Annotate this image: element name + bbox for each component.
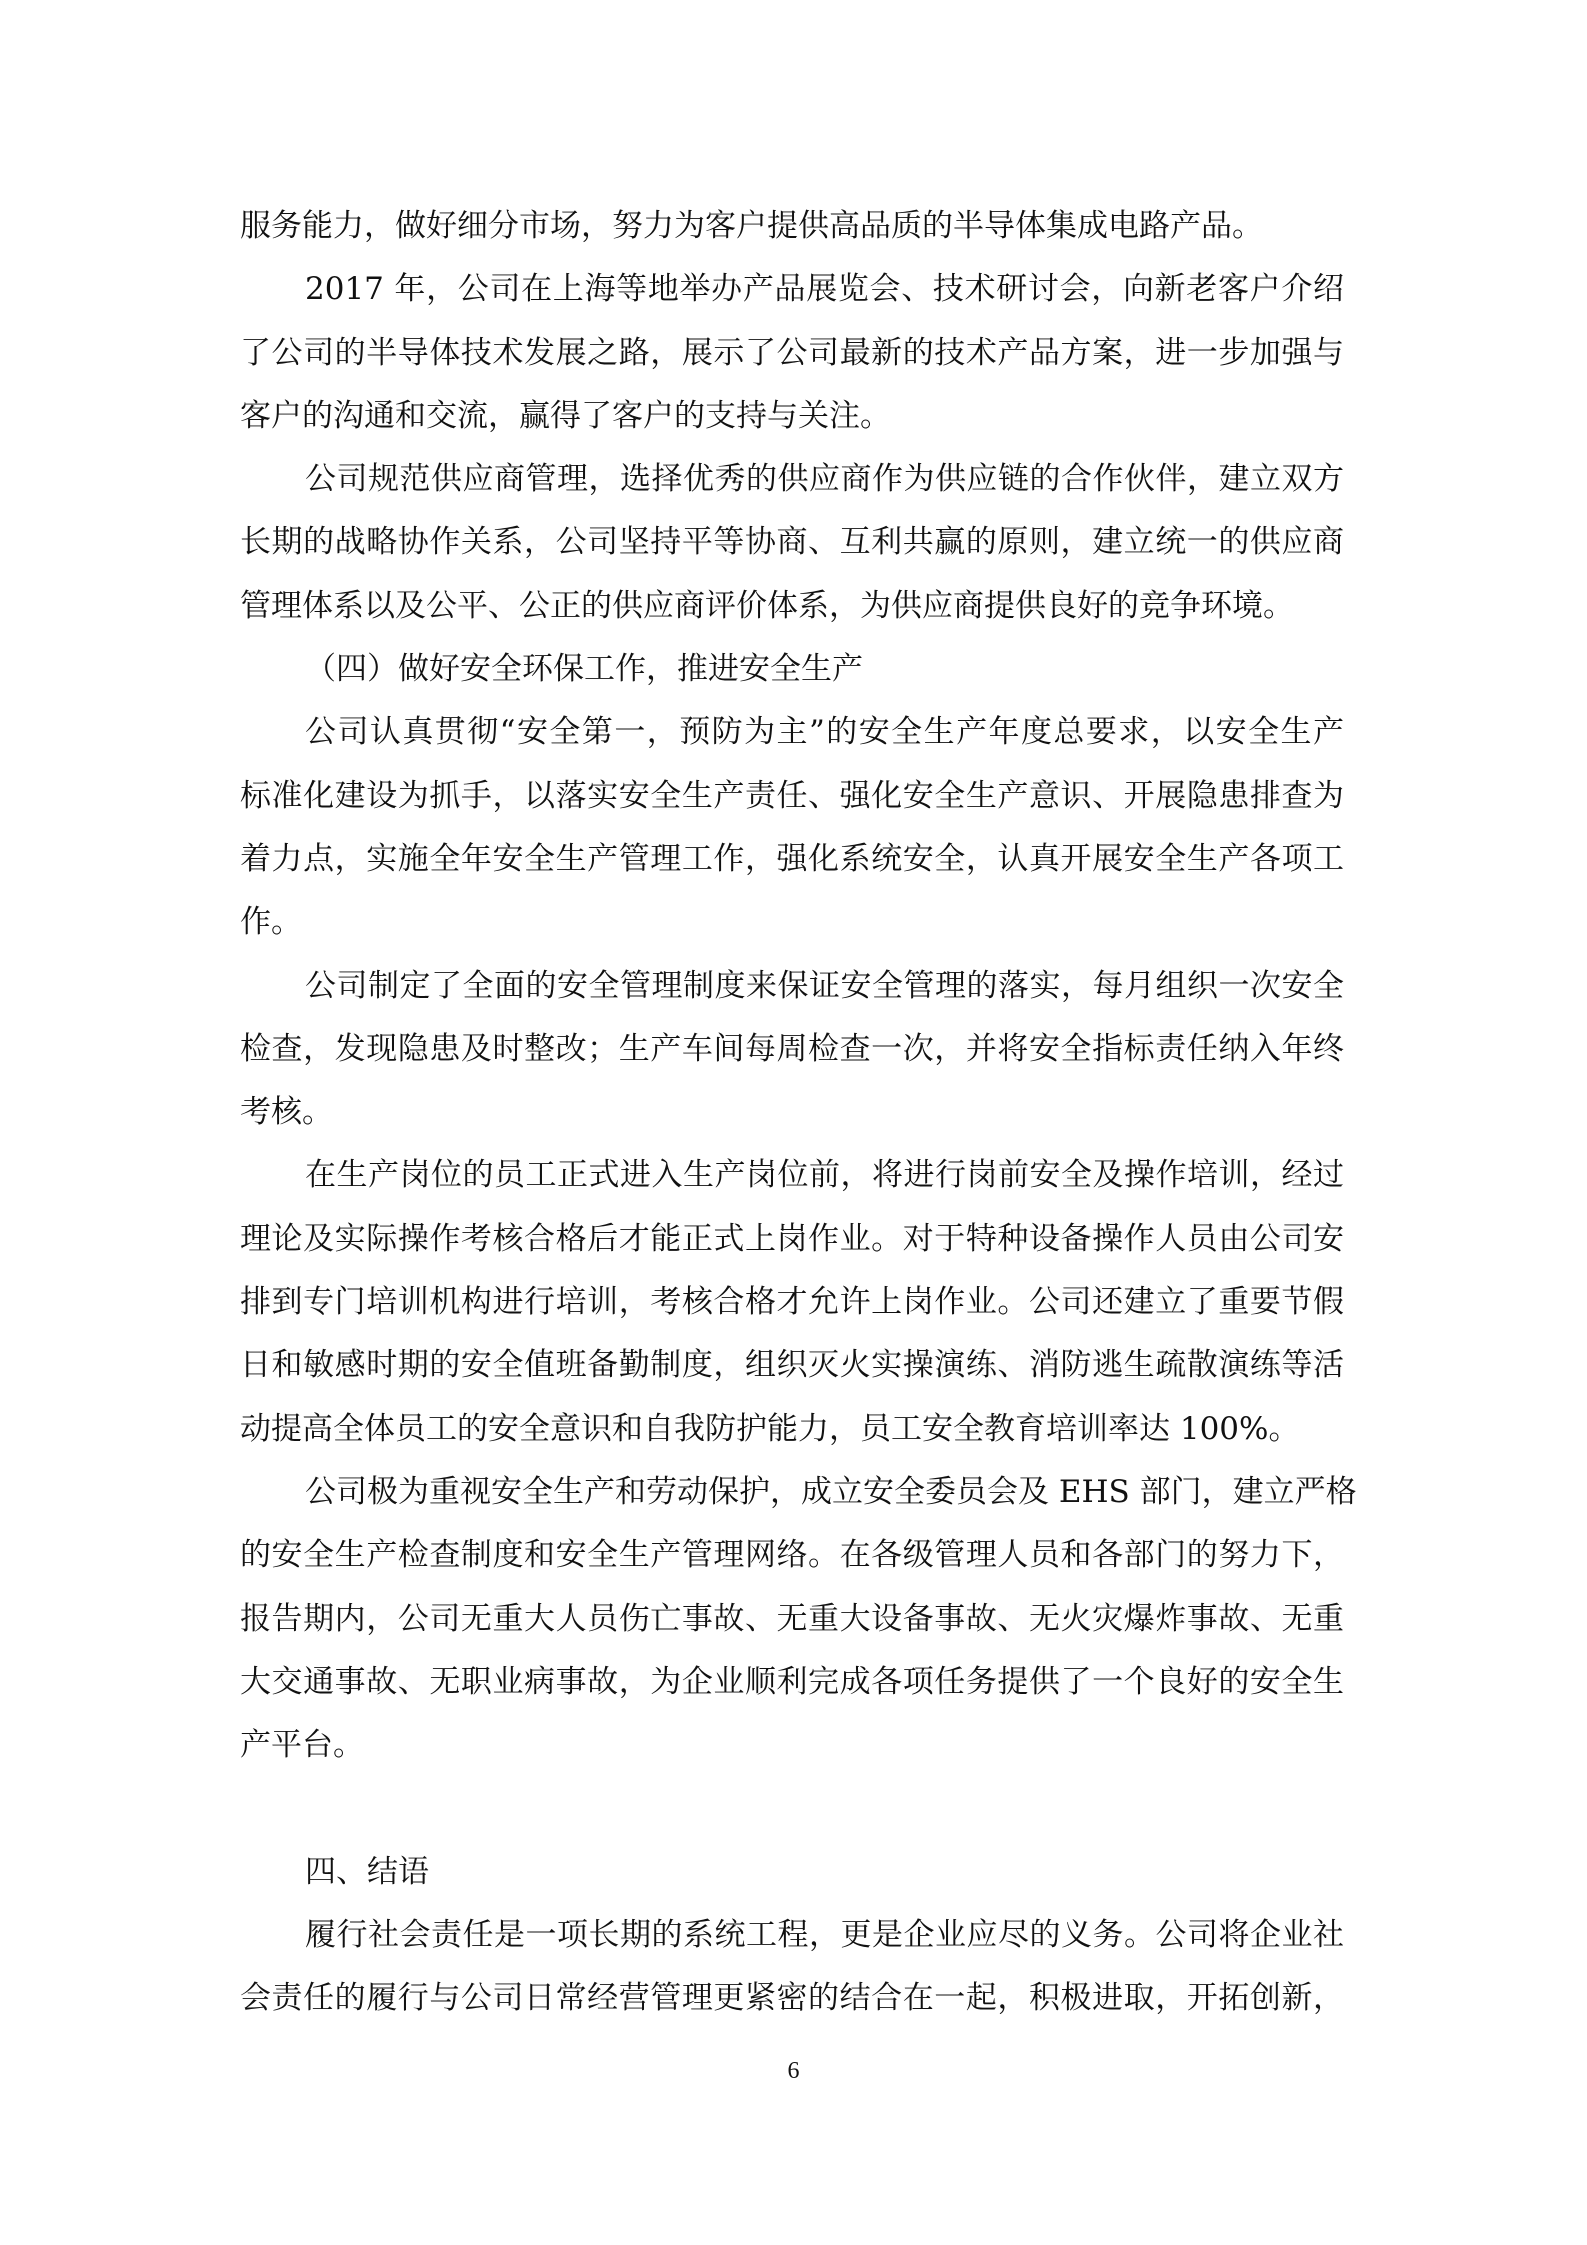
paragraph-supplier-management [240, 455, 1344, 645]
text-line: 公司极为重视安全生产和劳动保护，成立安全委员会及 EHS 部门，建立严格 [305, 1473, 1357, 1510]
paragraph-continuation [240, 202, 1344, 265]
text-line: 产平台。 [240, 1727, 364, 1764]
page-number: 6 [787, 2058, 800, 2084]
text-line: 了公司的半导体技术发展之路，展示了公司最新的技术产品方案，进一步加强与 [240, 334, 1344, 371]
text-line: 客户的沟通和交流，赢得了客户的支持与关注。 [240, 397, 891, 434]
text-line: 公司认真贯彻“安全第一，预防为主”的安全生产年度总要求，以安全生产 [305, 714, 1344, 751]
text-line: 的安全生产检查制度和安全生产管理网络。在各级管理人员和各部门的努力下， [240, 1537, 1344, 1574]
text-line: 履行社会责任是一项长期的系统工程，更是企业应尽的义务。公司将企业社 [305, 1917, 1344, 1954]
text-line: 在生产岗位的员工正式进入生产岗位前，将进行岗前安全及操作培训，经过 [305, 1157, 1344, 1194]
text-line: 公司规范供应商管理，选择优秀的供应商作为供应链的合作伙伴，建立双方 [305, 461, 1344, 498]
text-line: 报告期内，公司无重大人员伤亡事故、无重大设备事故、无火灾爆炸事故、无重 [240, 1600, 1344, 1637]
paragraph-safety-inspection [240, 962, 1344, 1152]
text-line: 着力点，实施全年安全生产管理工作，强化系统安全，认真开展安全生产各项工 [240, 840, 1344, 877]
text-line: 理论及实际操作考核合格后才能正式上岗作业。对于特种设备操作人员由公司安 [240, 1220, 1344, 1257]
text-line: 长期的战略协作关系，公司坚持平等协商、互利共赢的原则，建立统一的供应商 [240, 524, 1344, 561]
text-line: 考核。 [240, 1094, 333, 1131]
paragraph-safety-training [240, 1151, 1344, 1467]
text-line: 标准化建设为抓手，以落实安全生产责任、强化安全生产意识、开展隐患排查为 [240, 777, 1344, 814]
text-line: 排到专门培训机构进行培训，考核合格才允许上岗作业。公司还建立了重要节假 [240, 1284, 1344, 1321]
text-line: 服务能力，做好细分市场，努力为客户提供高品质的半导体集成电路产品。 [240, 208, 1263, 244]
text-line: 管理体系以及公平、公正的供应商评价体系，为供应商提供良好的竞争环境。 [240, 587, 1294, 624]
text-line: 公司制定了全面的安全管理制度来保证安全管理的落实，每月组织一次安全 [305, 967, 1344, 1004]
paragraph-customer-exhibitions [240, 265, 1344, 455]
heading-text: 四、结语 [305, 1853, 429, 1890]
section-subheading [240, 645, 1344, 708]
paragraph-conclusion [240, 1911, 1344, 2038]
blank-line [240, 1784, 1344, 1847]
text-line: 2017 年，公司在上海等地举办产品展览会、技术研讨会，向新老客户介绍 [305, 271, 1344, 308]
section-heading [240, 1848, 1344, 1911]
text-line: 日和敏感时期的安全值班备勤制度，组织灭火实操演练、消防逃生疏散演练等活 [240, 1347, 1344, 1384]
text-line: 作。 [240, 904, 302, 941]
text-line: 大交通事故、无职业病事故，为企业顺利完成各项任务提供了一个良好的安全生 [240, 1663, 1344, 1700]
text-line: 动提高全体员工的安全意识和自我防护能力，员工安全教育培训率达 100%。 [240, 1410, 1300, 1447]
body-text [240, 202, 1357, 2038]
paragraph-safety-requirements [240, 708, 1344, 961]
subheading-text: （四）做好安全环保工作，推进安全生产 [305, 651, 863, 688]
text-line: 检查，发现隐患及时整改；生产车间每周检查一次，并将安全指标责任纳入年终 [240, 1030, 1344, 1067]
text-line: 会责任的履行与公司日常经营管理更紧密的结合在一起，积极进取，开拓创新， [240, 1980, 1344, 2017]
paragraph-labor-protection [240, 1468, 1357, 1784]
